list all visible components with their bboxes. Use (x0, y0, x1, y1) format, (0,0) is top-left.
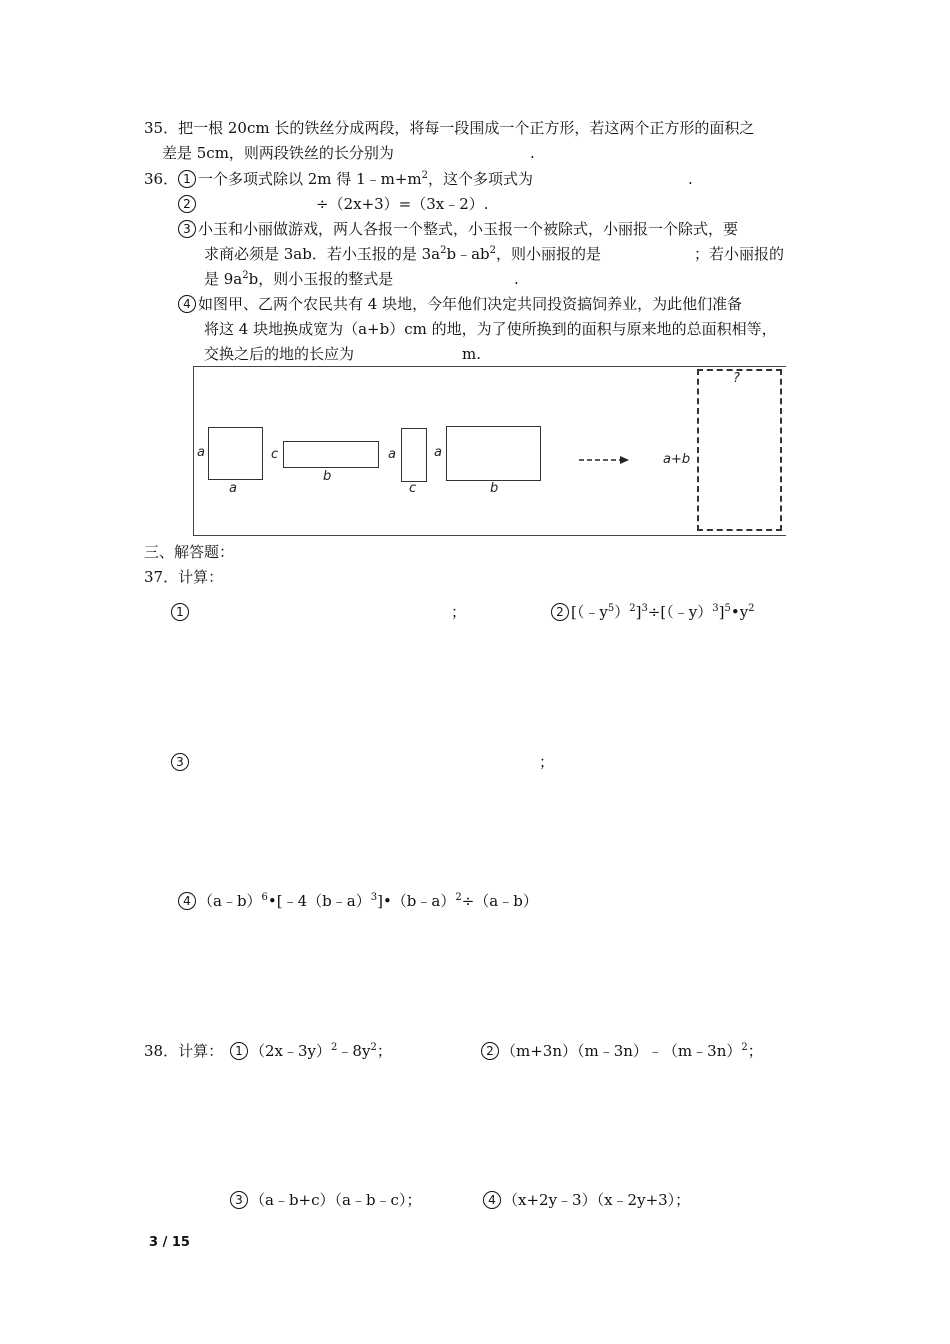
q38-part2 (481, 1041, 763, 1061)
rect-a-b-left-label: a (434, 445, 442, 460)
target-width-label: a+b (663, 452, 691, 467)
q36-number: 36． (144, 170, 179, 188)
q38-part1-b: ﹣8y (337, 1042, 371, 1060)
q37-part2 (551, 602, 755, 622)
q38-part4 (483, 1190, 690, 1210)
q37-part3-mark: 3 (171, 753, 189, 771)
q37-part4-b: •[﹣4（b﹣a） (267, 892, 371, 910)
q36-part4-line3: 交换之后的地的长应为 (204, 345, 355, 363)
q37-part1-end: ； (451, 603, 467, 621)
q35-line2-end: . (530, 144, 535, 162)
q37-part2-b: ） (614, 603, 630, 621)
square-a-left-label: a (197, 445, 205, 460)
q37-part2-s4: 3 (712, 603, 719, 614)
q38-part3 (230, 1190, 421, 1210)
rect-c-b-bottom-label: b (323, 469, 332, 484)
q38-part2-a: （m+3n）（m﹣3n）﹣（m﹣3n） (501, 1042, 742, 1060)
q37-part3-end: ； (539, 753, 555, 771)
square-a-bottom-label: a (229, 481, 237, 496)
q38-part2-mark: 2 (481, 1042, 499, 1060)
q36-part2-text: ÷（2x+3）=（3x﹣2）. (316, 195, 489, 213)
q36-part4-mark: 4 (178, 295, 196, 313)
rect-c-b (283, 441, 379, 468)
q36-part3-line2-sup2: 2 (489, 245, 497, 256)
q36-part3-line2-c: ，则小丽报的是 (496, 245, 602, 263)
q37-part4-s1: 6 (261, 892, 268, 903)
rect-c-b-left-label: c (271, 447, 279, 462)
q37-title: 37．计算： (144, 568, 224, 586)
q38-part1-s2: 2 (370, 1042, 377, 1053)
q36-part3-line1 (178, 219, 738, 239)
q37-part2-f: •y (730, 603, 749, 621)
q35-line2: 差是 5cm，则两段铁丝的长分别为 (162, 144, 394, 162)
q36-part3-line2-sup1: 2 (440, 245, 447, 256)
q36-part3-line3-sup: 2 (242, 270, 249, 281)
rect-a-b (446, 426, 541, 481)
q36-part3-line3-a: 是 9a (204, 270, 243, 288)
q36-part1 (178, 169, 533, 189)
q36-part3-line2-a: 求商必须是 3ab．若小玉报的是 3a (204, 245, 441, 263)
q38-part2-s1: 2 (741, 1042, 748, 1053)
q38-part2-b: ； (747, 1042, 763, 1060)
q38-part1-c: ； (376, 1042, 392, 1060)
page-number: 3 / 15 (149, 1235, 190, 1250)
section-heading: 三、解答题： (144, 543, 235, 561)
q36-part3-line2 (204, 244, 601, 264)
q37-part4-a: （a﹣b） (198, 892, 262, 910)
rect-a-c (401, 428, 427, 482)
q36-part2-mark: 2 (178, 195, 196, 213)
q37-part3 (171, 752, 191, 772)
q36-part4-line1 (178, 294, 742, 314)
q38-part4-a: （x+2y﹣3）（x﹣2y+3）； (503, 1191, 691, 1209)
q37-part2-s5: 5 (724, 603, 731, 614)
q36-part1-mark: 1 (178, 170, 196, 188)
q38-title: 38．计算： (144, 1042, 224, 1060)
q36-part3-line3-b: b，则小玉报的整式是 (248, 270, 394, 288)
target-length-label: ? (733, 371, 740, 386)
target-rectangle (697, 369, 782, 531)
q37-part2-d: ÷[（﹣y） (647, 603, 713, 621)
q37-part2-s6: 2 (748, 603, 755, 614)
q38-part1-mark: 1 (230, 1042, 248, 1060)
q37-part4-c: ]•（b﹣a） (377, 892, 456, 910)
q36-part1-text-b: ，这个多项式为 (428, 170, 534, 188)
q36-part3-line2-end: ；若小丽报的 (694, 245, 785, 263)
q36-part1-end: . (688, 170, 693, 188)
q36-part4-line2: 将这 4 块地换成宽为（a+b）cm 的地，为了使所换到的面积与原来地的总面积相等， (204, 320, 777, 338)
q36-part4-line1-text: 如图甲、乙两个农民共有 4 块地，今年他们决定共同投资搞饲养业，为此他们准备 (198, 295, 743, 313)
rect-a-c-bottom-label: c (409, 481, 417, 496)
square-a (208, 427, 263, 480)
q37-part2-c: ] (635, 603, 642, 621)
land-figure (193, 366, 786, 536)
q37-part2-s1: 5 (607, 603, 615, 614)
q38-part1 (230, 1041, 392, 1061)
q37-part1-mark: 1 (171, 603, 189, 621)
q36-part3-mark: 3 (178, 220, 196, 238)
arrow-right-icon (578, 453, 630, 467)
rect-a-c-left-label: a (388, 447, 396, 462)
q37-part2-s2: 2 (629, 603, 636, 614)
q37-part4-s2: 3 (370, 892, 378, 903)
q36-part4-line3-end: m. (462, 345, 481, 363)
q36-part2-mark-wrap (178, 194, 198, 214)
rect-a-b-bottom-label: b (490, 481, 499, 496)
q35-line1: 35．把一根 20cm 长的铁丝分成两段，将每一段围成一个正方形，若这两个正方形的面积之 (144, 119, 755, 137)
q37-part4-d: ÷（a﹣b） (461, 892, 538, 910)
q38-part1-s1: 2 (331, 1042, 338, 1053)
q37-part4-s3: 2 (455, 892, 462, 903)
q37-part2-s3: 3 (641, 603, 648, 614)
q38-part3-mark: 3 (230, 1191, 248, 1209)
q36-part1-sup: 2 (421, 170, 429, 181)
q38-part3-a: （a﹣b+c）（a﹣b﹣c）； (250, 1191, 422, 1209)
q36-part3-line3 (204, 269, 393, 289)
q38-part4-mark: 4 (483, 1191, 501, 1209)
q37-part1 (171, 602, 191, 622)
q37-part4 (178, 891, 538, 911)
q36-part3-line1-text: 小玉和小丽做游戏，两人各报一个整式，小玉报一个被除式，小丽报一个除式，要 (198, 220, 739, 238)
q37-part4-mark: 4 (178, 892, 196, 910)
q36-part1-text-a: 一个多项式除以 2m 得 1﹣m+m (198, 170, 422, 188)
q36-part3-line2-b: b﹣ab (446, 245, 490, 263)
q37-part2-a: [（﹣y (571, 603, 608, 621)
q36-part3-line3-end: . (514, 270, 519, 288)
q37-part2-e: ] (718, 603, 725, 621)
q37-part2-mark: 2 (551, 603, 569, 621)
q38-part1-a: （2x﹣3y） (250, 1042, 332, 1060)
